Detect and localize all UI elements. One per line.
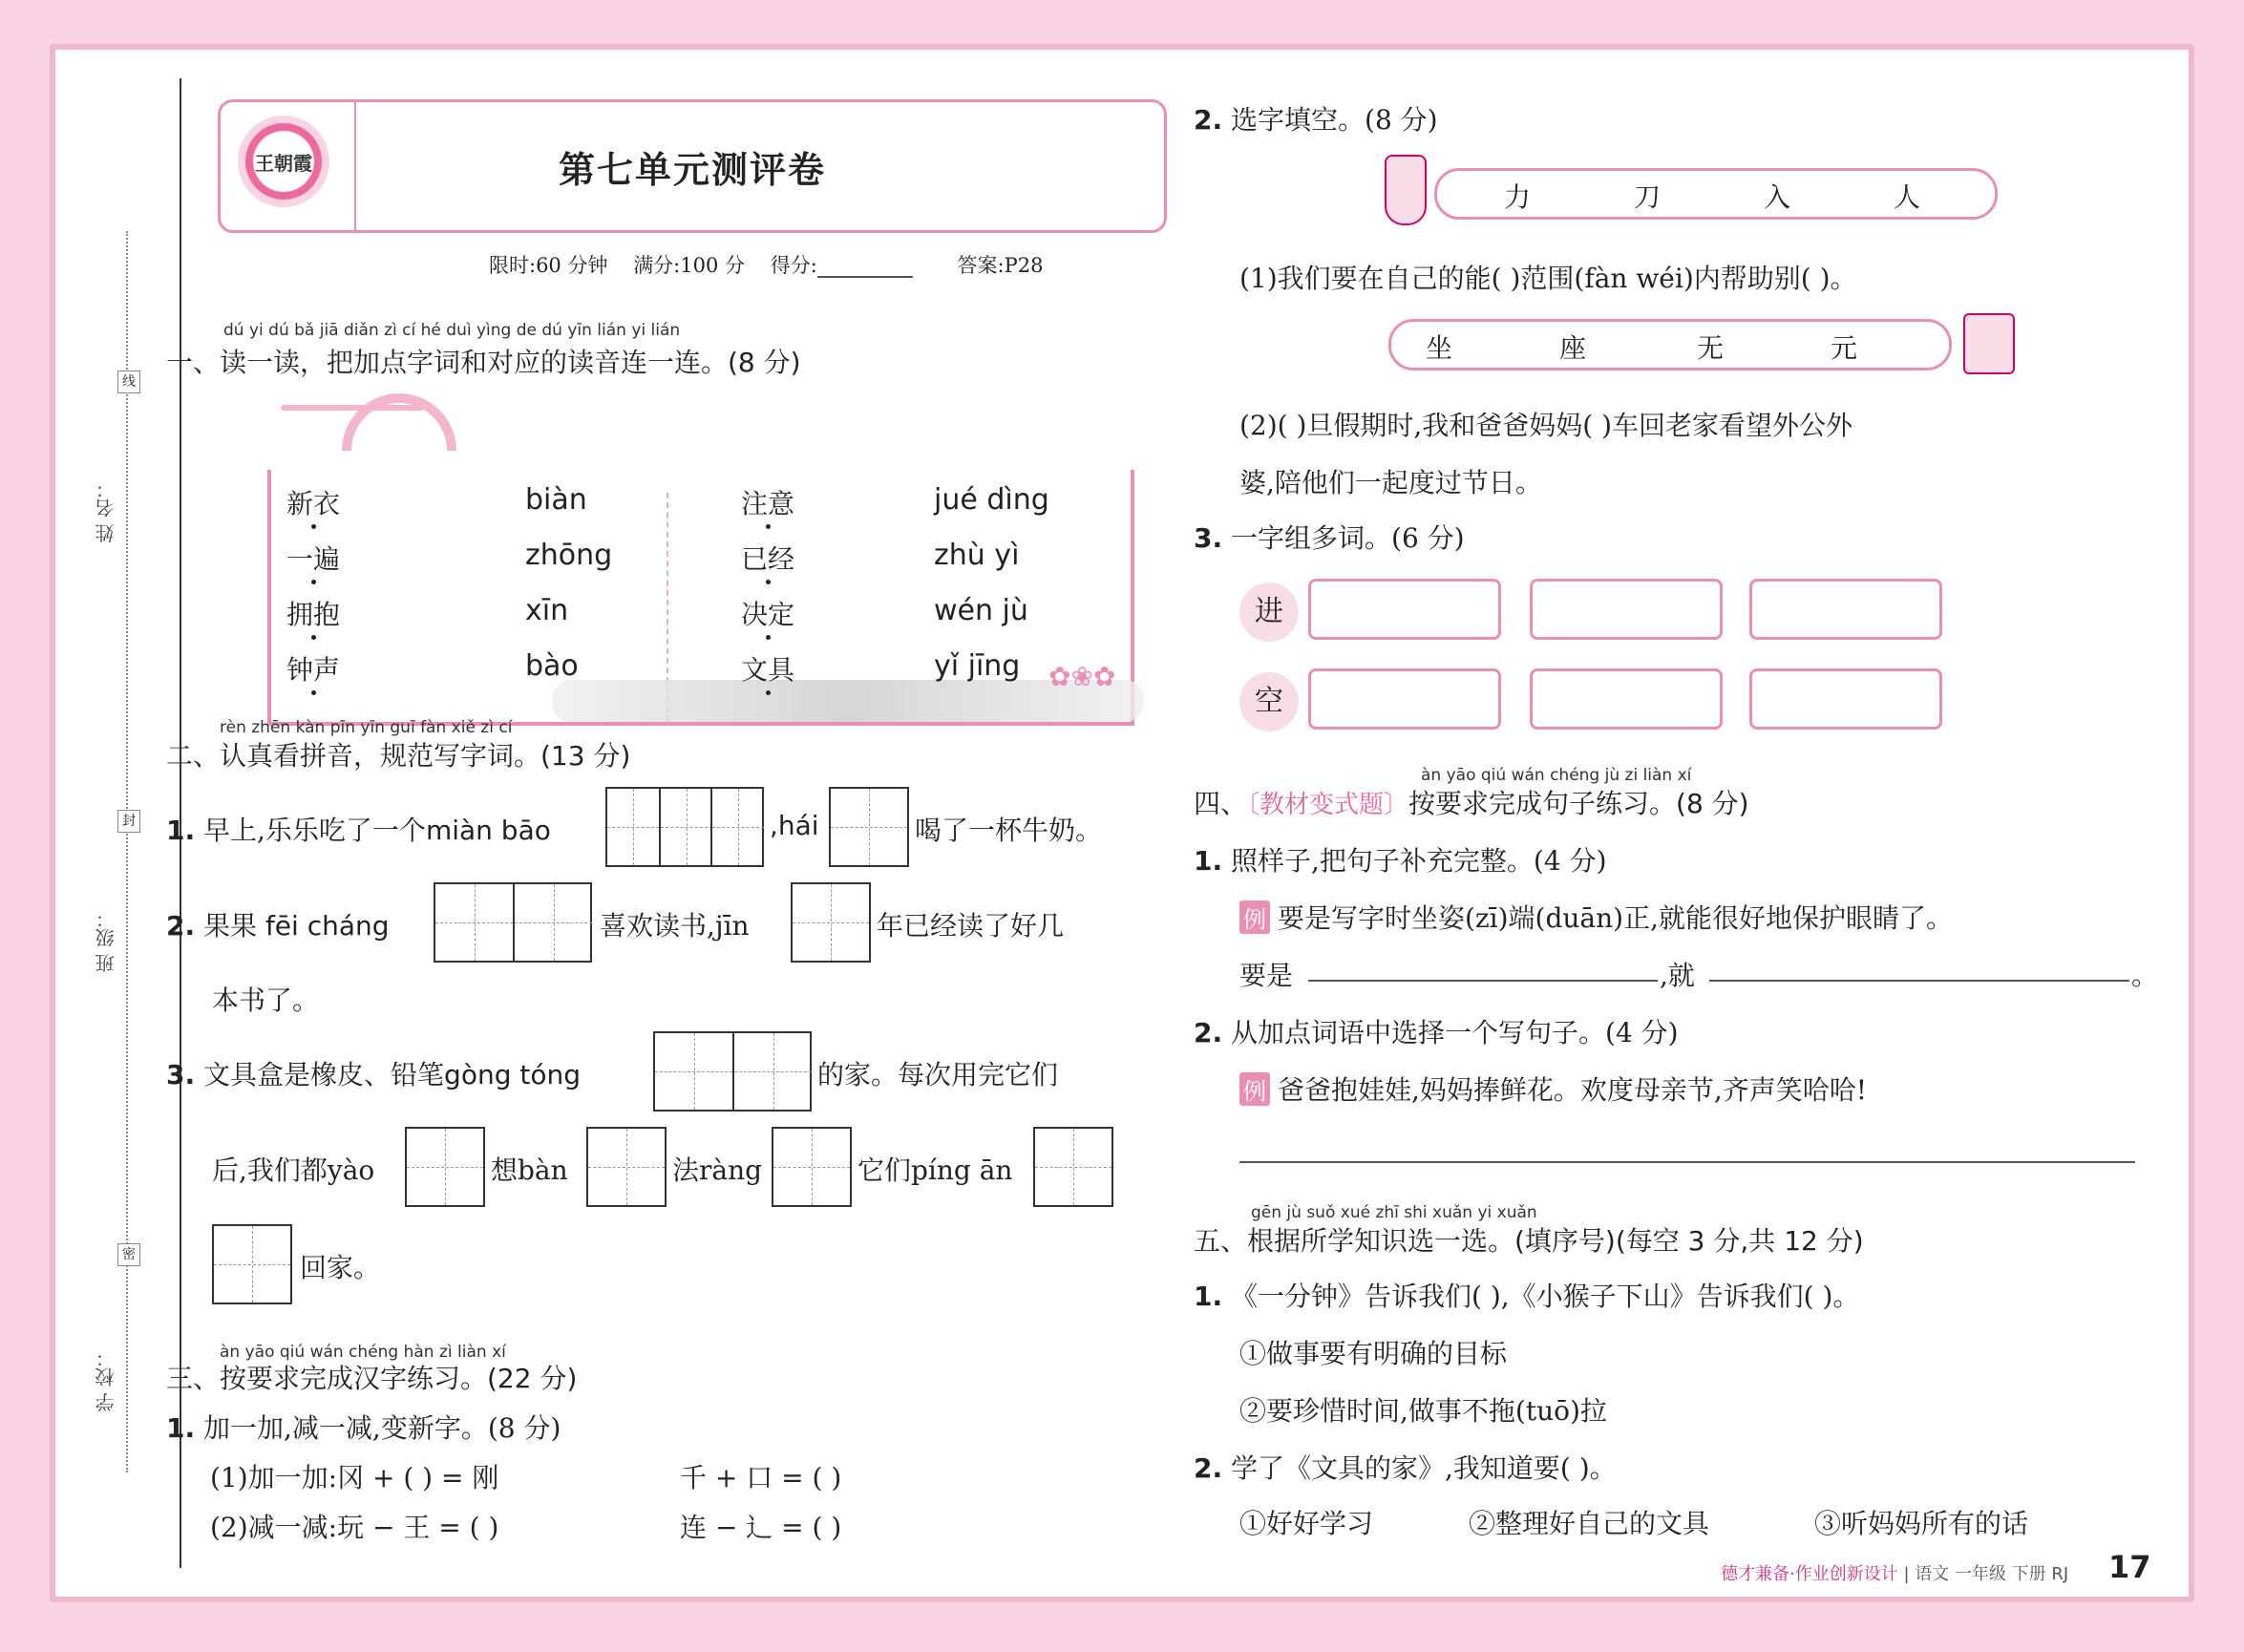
option-char: 座 (1559, 332, 1587, 364)
right-word (741, 649, 794, 688)
pinyin-option[interactable]: bào (525, 649, 579, 683)
full-score: 满分:100 分 (633, 254, 746, 277)
s2-q3-a: 文具盒是橡皮、铅笔 (203, 1059, 445, 1091)
fill-c: 。 (2131, 960, 2159, 991)
left-word (286, 649, 340, 688)
fill-b: ,就 (1660, 960, 1695, 991)
fill-line[interactable] (1709, 980, 2129, 982)
option-char: 元 (1831, 332, 1858, 364)
r2-q2a: (2)( )旦假期时,我和爸爸妈妈( )车回老家看望外公外 (1239, 410, 1853, 441)
right-word (741, 539, 794, 577)
option-bar-1 (1434, 168, 1998, 220)
s2-title: 二、认真看拼音，规范写字词。(13 分) (166, 740, 631, 772)
s2-q3-e: 法ràng (672, 1154, 763, 1186)
s2-q3-b: 的家。每次用完它们 (817, 1059, 1059, 1091)
r2-q2b: 婆,陪他们一起度过节日。 (1239, 467, 1542, 498)
answer-box[interactable] (1749, 579, 1942, 640)
option-char: 坐 (1426, 332, 1453, 364)
fill-line[interactable] (1308, 980, 1658, 982)
rainbow-icon (342, 393, 456, 451)
option-char: 力 (1504, 181, 1532, 213)
s5-q2-o3: ③听妈妈所有的话 (1814, 1508, 2029, 1539)
score-label: 得分: (770, 254, 817, 277)
answer-box[interactable] (1308, 579, 1501, 640)
word-8: 文具 (741, 649, 794, 688)
s4-title: 按要求完成句子练习。(8 分) (1408, 788, 1749, 819)
flower-icon: ✿❀✿ (1048, 661, 1116, 692)
word-3: 拥抱 (286, 594, 340, 632)
option-char: 人 (1894, 181, 1921, 213)
s5-q1-o1: ①做事要有明确的目标 (1239, 1338, 1508, 1369)
writing-grid[interactable] (653, 1031, 812, 1112)
r2-q1: (1)我们要在自己的能( )范围(fàn wéi)内帮助别( )。 (1239, 263, 1857, 294)
s5-title: 五、根据所学知识选一选。(填序号)(每空 3 分,共 12 分) (1194, 1225, 1864, 1257)
s2-q2-py: fēi cháng (265, 910, 390, 942)
option-char: 无 (1697, 332, 1725, 364)
left-word (286, 539, 340, 577)
class-label: 班 级： (95, 909, 117, 973)
example-label: 例 (1239, 900, 1270, 934)
answer-box[interactable] (1530, 579, 1723, 640)
s2-q3-f: 它们píng ān (857, 1154, 1013, 1186)
footer-brand: 德才兼备·作业创新设计 (1721, 1564, 1898, 1584)
writing-grid[interactable] (434, 882, 592, 963)
answer-box[interactable] (1749, 668, 1942, 730)
pinyin-option[interactable]: yǐ jīng (934, 649, 1021, 683)
binding-strip (55, 50, 168, 1597)
s2-q1-py: miàn bāo (425, 815, 551, 846)
right-word (741, 483, 794, 521)
s5-q1: 《一分钟》告诉我们( ),《小猴子下山》告诉我们( )。 (1231, 1281, 1860, 1312)
pinyin-option[interactable]: wén jù (934, 594, 1028, 627)
s2-q2-row: 2. 果果 fēi cháng (166, 910, 390, 942)
page-title: 第七单元测评卷 (558, 149, 826, 191)
book-icon (1963, 313, 2015, 374)
word-char: 空 (1239, 672, 1299, 731)
binding-line (126, 231, 128, 1472)
s1-title: 一、读一读，把加点字词和对应的读音连一连。(8 分) (166, 347, 801, 378)
s4-example-2 (1239, 1070, 1867, 1108)
s5-pinyin: gēn jù suǒ xué zhī shi xuǎn yi xuǎn (1251, 1203, 1537, 1222)
page-number: 17 (2108, 1549, 2151, 1585)
writing-grid[interactable] (586, 1127, 667, 1207)
word-4: 钟声 (286, 649, 340, 688)
option-bar-2 (1388, 319, 1952, 371)
left-word (286, 483, 340, 521)
example-label: 例 (1239, 1072, 1270, 1106)
r2-title-row: 2. 选字填空。(8 分) (1194, 104, 1438, 136)
writing-grid[interactable] (772, 1127, 852, 1207)
seal-mark: 线 (117, 371, 140, 393)
word-6: 已经 (741, 539, 794, 577)
fill-a: 要是 (1239, 960, 1294, 991)
s2-q1-row: 1. 早上,乐乐吃了一个miàn bāo (166, 815, 551, 846)
seal-mark: 封 (117, 810, 140, 833)
pinyin-option[interactable]: xīn (525, 594, 569, 627)
writing-grid[interactable] (405, 1127, 485, 1207)
s2-q3-d: 想bàn (491, 1154, 568, 1186)
s4-q1-row: 1. 照样子,把句子补充完整。(4 分) (1194, 845, 1607, 877)
r3-title-row: 3. 一字组多词。(6 分) (1194, 522, 1465, 554)
name-label: 姓 名： (95, 479, 117, 543)
pinyin-option[interactable]: zhōng (525, 539, 613, 572)
footer-info: 语文 一年级 下册 RJ (1915, 1564, 2069, 1584)
writing-grid[interactable] (791, 882, 871, 963)
s3-title: 三、按要求完成汉字练习。(22 分) (166, 1363, 578, 1394)
s5-q1-o2: ②要珍惜时间,做事不拖(tuō)拉 (1239, 1395, 1607, 1427)
score-field[interactable] (817, 257, 913, 278)
s5-q2: 学了《文具的家》,我知道要( )。 (1231, 1452, 1617, 1484)
s2-q2-d: 本书了。 (212, 985, 320, 1016)
answer-line[interactable] (1239, 1161, 2135, 1163)
word-2: 一遍 (286, 539, 340, 577)
s2-q1-c: 喝了一杯牛奶。 (915, 815, 1103, 846)
s2-q3-c: 后,我们都yào (212, 1154, 375, 1186)
pinyin-option[interactable]: zhù yì (934, 539, 1020, 572)
worksheet-page (50, 44, 2194, 1602)
s5-q1-row: 1. 《一分钟》告诉我们( ),《小猴子下山》告诉我们( )。 (1194, 1281, 1860, 1312)
s2-q1-a: 早上,乐乐吃了一个 (203, 815, 426, 846)
pencil-icon (1385, 155, 1427, 225)
option-char: 入 (1764, 181, 1791, 213)
s3-q1-a: (1)加一加:冈 + ( ) = 刚 (210, 1462, 499, 1493)
s2-q2-b: 喜欢读书,jīn (600, 910, 750, 942)
s2-q3-g: 回家。 (300, 1252, 381, 1283)
writing-grid[interactable] (1033, 1127, 1113, 1207)
seal-mark: 密 (117, 1243, 140, 1266)
s3-pinyin: àn yāo qiú wán chéng hàn zì liàn xí (220, 1343, 506, 1362)
s4-example-1 (1239, 898, 1953, 936)
s3-q1-d: 连 − 辶 = ( ) (680, 1512, 842, 1543)
word-5: 注意 (741, 483, 794, 521)
r2-title: 选字填空。(8 分) (1231, 104, 1438, 136)
option-char: 刀 (1634, 181, 1662, 213)
s4-ex1: 要是写字时坐姿(zī)端(duān)正,就能很好地保护眼睛了。 (1278, 902, 1953, 934)
left-word (286, 594, 340, 632)
right-word (741, 594, 794, 632)
s4-tag: 〔教材变式题〕 (1247, 791, 1409, 819)
s2-q3-py: gòng tóng (444, 1059, 581, 1091)
writing-grid[interactable] (605, 787, 764, 867)
word-char: 进 (1239, 582, 1299, 642)
word-7: 决定 (741, 594, 794, 632)
s1-pinyin: dú yi dú bǎ jiā diǎn zì cí hé duì yìng de dú yīn lián yi lián (223, 321, 681, 340)
answer-box[interactable] (1530, 668, 1723, 730)
s4-q1: 照样子,把句子补充完整。(4 分) (1231, 845, 1607, 877)
s4-ex2: 爸爸抱娃娃,妈妈捧鲜花。欢度母亲节,齐声笑哈哈! (1278, 1074, 1868, 1106)
writing-grid[interactable] (212, 1224, 292, 1304)
s5-q2-row: 2. 学了《文具的家》,我知道要( )。 (1194, 1452, 1617, 1484)
s5-q2-o1: ①好好学习 (1239, 1508, 1374, 1539)
s2-q2-a: 果果 (203, 910, 258, 942)
s3-q1: 1. 加一加,减一减,变新字。(8 分) (166, 1412, 561, 1444)
answer-box[interactable] (1308, 668, 1501, 730)
s3-q1-c: (2)减一减:玩 − 王 = ( ) (210, 1512, 499, 1543)
s3-q1-text: 加一加,减一减,变新字。(8 分) (203, 1412, 561, 1444)
word-1: 新衣 (286, 483, 340, 521)
writing-grid[interactable] (829, 787, 909, 867)
s5-q2-o2: ②整理好自己的文具 (1469, 1508, 1710, 1539)
title-box (218, 99, 1167, 233)
s3-q1-b: 千 + 口 = ( ) (680, 1462, 842, 1493)
pinyin-option[interactable]: biàn (525, 483, 587, 517)
logo-text: 王朝霞 (255, 152, 312, 175)
pinyin-option[interactable]: jué dìng (934, 483, 1049, 517)
time-limit: 限时:60 分钟 (489, 254, 608, 277)
s4-prefix: 四、 (1194, 788, 1248, 819)
answer-ref: 答案:P28 (957, 254, 1044, 277)
s4-q2-row: 2. 从加点词语中选择一个写句子。(4 分) (1194, 1017, 1679, 1048)
s2-q2-c: 年已经读了好几 (877, 910, 1065, 942)
footer: 德才兼备·作业创新设计 | 语文 一年级 下册 RJ (1721, 1564, 2069, 1584)
s4-q2: 从加点词语中选择一个写句子。(4 分) (1231, 1017, 1679, 1048)
s2-q3-row: 3. 文具盒是橡皮、铅笔gòng tóng (166, 1059, 581, 1091)
s4-title-row (1194, 783, 1749, 821)
s4-pinyin: àn yāo qiú wán chéng jù zi liàn xí (1421, 766, 1692, 785)
meta-row (489, 250, 1043, 279)
school-label: 学 校： (95, 1348, 117, 1412)
s2-q1-b: ,hái (770, 810, 819, 841)
r3-title: 一字组多词。(6 分) (1231, 522, 1465, 554)
s2-pinyin: rèn zhēn kàn pīn yīn guī fàn xiě zì cí (220, 718, 513, 737)
